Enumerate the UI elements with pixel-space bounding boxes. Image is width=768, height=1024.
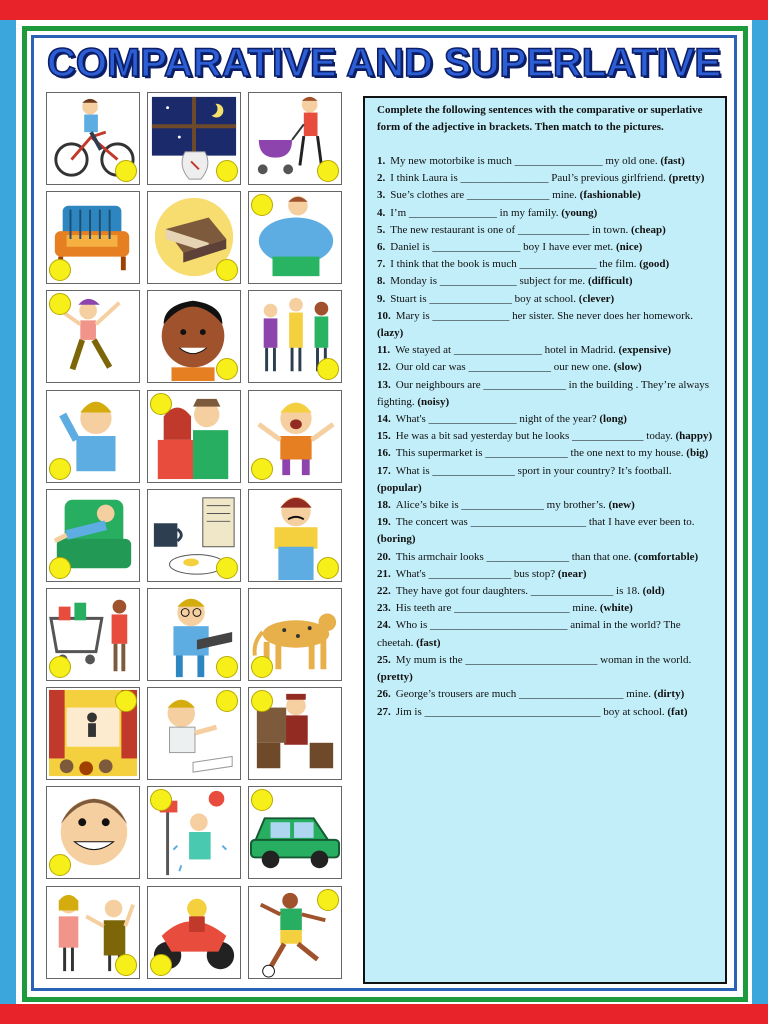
question-text: Alice’s bike is _______________ my brother’s. bbox=[395, 499, 606, 512]
picture-football-player bbox=[248, 886, 342, 979]
picture-sad-boy bbox=[248, 489, 342, 582]
question-text: This armchair looks _______________ than that one. bbox=[395, 550, 632, 563]
adjective-hint: (boring) bbox=[377, 533, 416, 546]
question-11 bbox=[377, 342, 717, 359]
question-number: 18. bbox=[377, 499, 391, 512]
question-text: I think Laura is ________________ Paul’s previous girlfriend. bbox=[390, 172, 666, 185]
question-number: 17. bbox=[377, 464, 391, 477]
question-2 bbox=[377, 170, 717, 187]
worksheet-title: COMPARATIVE AND SUPERLATIVE bbox=[46, 41, 722, 85]
adjective-hint: (big) bbox=[686, 447, 709, 460]
answer-circle[interactable] bbox=[49, 458, 71, 480]
adjective-hint: (young) bbox=[561, 206, 598, 219]
question-text: This supermarket is _______________ the one next to my house. bbox=[395, 447, 684, 460]
adjective-hint: (long) bbox=[599, 413, 627, 426]
bottom-red-bar bbox=[0, 1004, 768, 1024]
question-25 bbox=[377, 652, 717, 686]
question-text: Sue’s clothes are _______________ mine. bbox=[390, 189, 577, 202]
question-3 bbox=[377, 187, 717, 204]
adjective-hint: (pretty) bbox=[377, 671, 413, 684]
question-12 bbox=[377, 359, 717, 376]
question-number: 20. bbox=[377, 550, 391, 563]
answer-circle[interactable] bbox=[216, 557, 238, 579]
picture-arguing-couple bbox=[46, 886, 140, 979]
answer-circle[interactable] bbox=[115, 160, 137, 182]
question-text: Our old car was _______________ our new one. bbox=[395, 361, 611, 374]
picture-armchair bbox=[46, 191, 140, 284]
adjective-hint: (fashionable) bbox=[579, 189, 641, 202]
answer-circle[interactable] bbox=[251, 656, 273, 678]
picture-man-with-suitcases bbox=[248, 687, 342, 780]
question-22 bbox=[377, 583, 717, 600]
question-5 bbox=[377, 222, 717, 239]
question-13 bbox=[377, 377, 717, 411]
picture-girl-on-bicycle bbox=[46, 92, 140, 185]
adjective-hint: (near) bbox=[557, 567, 587, 580]
question-list bbox=[377, 153, 717, 721]
adjective-hint: (clever) bbox=[578, 292, 615, 305]
question-1 bbox=[377, 153, 717, 170]
question-number: 10. bbox=[377, 309, 391, 322]
question-text: I think that the book is much ______________ the film. bbox=[390, 258, 637, 271]
answer-circle[interactable] bbox=[251, 458, 273, 480]
question-19 bbox=[377, 514, 717, 548]
question-26 bbox=[377, 686, 717, 703]
adjective-hint: (happy) bbox=[675, 430, 713, 443]
question-14 bbox=[377, 411, 717, 428]
picture-coffee-and-newspaper bbox=[147, 489, 241, 582]
picture-smiling-boy bbox=[147, 290, 241, 383]
picture-boy-with-big-teeth bbox=[46, 786, 140, 879]
picture-stage-concert bbox=[46, 687, 140, 780]
question-text: Mary is ______________ her sister. She never does her homework. bbox=[395, 309, 694, 322]
question-4 bbox=[377, 205, 717, 222]
adjective-hint: (difficult) bbox=[587, 275, 633, 288]
picture-shopping-trolley bbox=[46, 588, 140, 681]
question-text: The new restaurant is one of _____________ in town. bbox=[390, 223, 629, 236]
question-21 bbox=[377, 566, 717, 583]
question-text: What's _______________ bus stop? bbox=[395, 567, 556, 580]
adjective-hint: (popular) bbox=[377, 481, 422, 494]
question-18 bbox=[377, 497, 717, 514]
question-number: 27. bbox=[377, 705, 391, 718]
adjective-hint: (slow) bbox=[613, 361, 642, 374]
picture-couple bbox=[147, 390, 241, 483]
question-23 bbox=[377, 600, 717, 617]
picture-night-window-vase bbox=[147, 92, 241, 185]
adjective-hint: (pretty) bbox=[668, 172, 705, 185]
question-number: 23. bbox=[377, 602, 391, 615]
question-text: I’m ________________ in my family. bbox=[390, 206, 559, 219]
question-text: The concert was _____________________ that I have ever been to. bbox=[395, 516, 695, 529]
picture-book bbox=[147, 191, 241, 284]
question-number: 12. bbox=[377, 361, 391, 374]
answer-circle[interactable] bbox=[317, 557, 339, 579]
question-number: 16. bbox=[377, 447, 391, 460]
question-8 bbox=[377, 273, 717, 290]
adjective-hint: (fast) bbox=[660, 155, 685, 167]
question-9 bbox=[377, 291, 717, 308]
question-text: What is _______________ sport in your country? It’s football. bbox=[395, 464, 672, 477]
question-17 bbox=[377, 463, 717, 497]
answer-circle[interactable] bbox=[216, 656, 238, 678]
question-text: My new motorbike is much ________________ my old one. bbox=[390, 155, 658, 167]
picture-girl-at-bus-stop bbox=[147, 786, 241, 879]
question-number: 5. bbox=[377, 223, 386, 236]
question-number: 21. bbox=[377, 567, 391, 580]
left-blue-border bbox=[0, 20, 16, 1004]
picture-grid bbox=[46, 92, 349, 982]
question-number: 3. bbox=[377, 189, 386, 202]
answer-circle[interactable] bbox=[216, 160, 238, 182]
picture-thinking-boy bbox=[46, 390, 140, 483]
question-number: 15. bbox=[377, 430, 391, 443]
question-number: 9. bbox=[377, 292, 386, 305]
question-text: His teeth are _____________________ mine. bbox=[395, 602, 598, 615]
question-number: 13. bbox=[377, 378, 391, 391]
picture-group-of-people bbox=[248, 290, 342, 383]
question-20 bbox=[377, 549, 717, 566]
picture-motorbike bbox=[147, 886, 241, 979]
picture-fat-man bbox=[248, 191, 342, 284]
answer-circle[interactable] bbox=[150, 393, 172, 415]
question-text: Who is _________________________ animal in the world? The cheetah. bbox=[377, 619, 681, 649]
question-number: 2. bbox=[377, 172, 386, 185]
adjective-hint: (fast) bbox=[416, 636, 441, 649]
question-text: Monday is ______________ subject for me. bbox=[390, 275, 586, 288]
adjective-hint: (dirty) bbox=[653, 688, 685, 701]
question-number: 26. bbox=[377, 688, 391, 701]
adjective-hint: (white) bbox=[599, 602, 633, 615]
question-6 bbox=[377, 239, 717, 256]
answer-circle[interactable] bbox=[150, 954, 172, 976]
adjective-hint: (fat) bbox=[667, 705, 688, 718]
adjective-hint: (comfortable) bbox=[634, 550, 699, 563]
question-number: 6. bbox=[377, 241, 386, 254]
question-number: 24. bbox=[377, 619, 391, 632]
exercise-panel bbox=[363, 96, 727, 984]
picture-woman-with-pram bbox=[248, 92, 342, 185]
question-number: 8. bbox=[377, 275, 386, 288]
answer-circle[interactable] bbox=[317, 160, 339, 182]
question-number: 14. bbox=[377, 413, 391, 426]
adjective-hint: (lazy) bbox=[377, 327, 404, 340]
question-text: What's ________________ night of the year? bbox=[395, 413, 597, 426]
question-10 bbox=[377, 308, 717, 342]
question-text: Jim is ________________________________ boy at school. bbox=[395, 705, 665, 718]
question-text: George’s trousers are much ___________________ mine. bbox=[395, 688, 651, 701]
question-text: Stuart is _______________ boy at school. bbox=[390, 292, 577, 305]
answer-circle[interactable] bbox=[49, 656, 71, 678]
right-blue-border bbox=[752, 20, 768, 1004]
answer-circle[interactable] bbox=[49, 557, 71, 579]
question-number: 7. bbox=[377, 258, 386, 271]
question-27 bbox=[377, 704, 717, 721]
answer-circle[interactable] bbox=[115, 954, 137, 976]
question-text: He was a bit sad yesterday but he looks _____________ today. bbox=[395, 430, 673, 443]
question-16 bbox=[377, 445, 717, 462]
question-7 bbox=[377, 256, 717, 273]
adjective-hint: (new) bbox=[608, 499, 635, 512]
question-number: 19. bbox=[377, 516, 391, 529]
question-24 bbox=[377, 617, 717, 651]
answer-circle[interactable] bbox=[317, 889, 339, 911]
question-number: 1. bbox=[377, 155, 386, 167]
adjective-hint: (old) bbox=[642, 585, 665, 598]
top-red-bar bbox=[0, 0, 768, 20]
question-text: My mum is the ________________________ woman in the world. bbox=[395, 653, 692, 666]
question-text: Our neighbours are _______________ in the building . They’re always fighting. bbox=[377, 378, 709, 408]
picture-cheetah bbox=[248, 588, 342, 681]
adjective-hint: (nice) bbox=[616, 241, 643, 254]
picture-bored-man bbox=[147, 687, 241, 780]
question-text: We stayed at ________________ hotel in Madrid. bbox=[395, 344, 616, 357]
picture-dancing-girl bbox=[46, 290, 140, 383]
question-number: 4. bbox=[377, 206, 386, 219]
picture-man-reading bbox=[147, 588, 241, 681]
question-text: Daniel is ________________ boy I have ever met. bbox=[390, 241, 614, 254]
question-number: 22. bbox=[377, 585, 391, 598]
picture-green-car bbox=[248, 786, 342, 879]
adjective-hint: (good) bbox=[639, 258, 670, 271]
picture-shouting-boy bbox=[248, 390, 342, 483]
adjective-hint: (cheap) bbox=[630, 223, 666, 236]
question-15 bbox=[377, 428, 717, 445]
instructions: Complete the following sentences with the comparative or superlative form of the adjective in brackets. Then match to the pictures. bbox=[377, 104, 703, 133]
question-number: 25. bbox=[377, 653, 391, 666]
adjective-hint: (expensive) bbox=[618, 344, 672, 357]
question-number: 11. bbox=[377, 344, 391, 357]
adjective-hint: (noisy) bbox=[417, 395, 450, 408]
question-text: They have got four daughters. _______________ is 18. bbox=[395, 585, 640, 598]
picture-girl-in-armchair bbox=[46, 489, 140, 582]
